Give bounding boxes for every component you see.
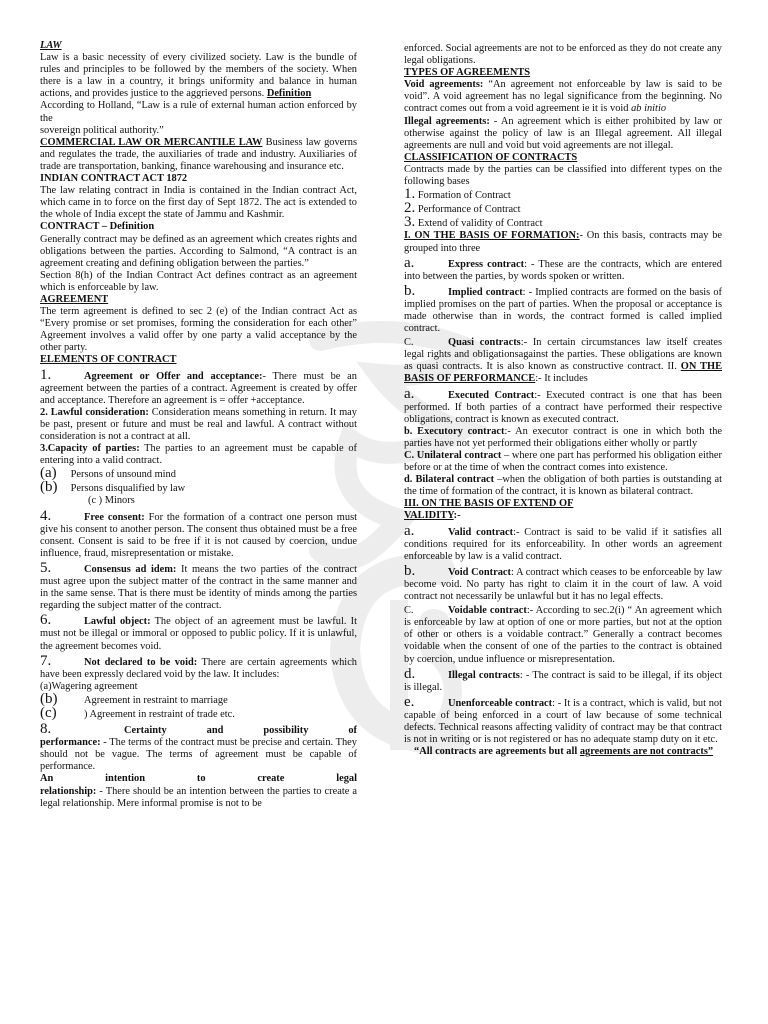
element-2-title: 2. Lawful consideration:: [40, 406, 149, 418]
quasi-contract-text: :- In certain circumstances law itself creates legal rights and obligationsagainst the parties. These obligations are known as quasi contracts. It is also known as constructive contract. II.: [404, 337, 722, 373]
valid-contract-marker: a.: [404, 522, 415, 539]
element-7c: [40, 704, 357, 721]
element-9: [40, 786, 357, 810]
void-contract: [404, 562, 722, 603]
contract-definition-text: Generally contract may be defined as an agreement which creates rights and obligations between the parties. According to Salmond, “A contract is an agreement creating and defining obligation between the parties.”: [40, 233, 357, 269]
unenforceable-contract-text: : - It is a contract, which is valid, but not capable of being enforced in a court of law because of some technical defects. Technical reasons affecting validity of contract may be that contract is not in writing or is not registered or has no adequate stamp duty on it etc.: [404, 697, 722, 746]
executory-contract: [404, 426, 722, 450]
quasi-contract: [404, 337, 722, 385]
basis-1: [404, 188, 722, 202]
unenforceable-contract-title: Unenforceable contract: [448, 697, 553, 709]
void-contract-text: : A contract which ceases to be enforceable by law become void. No party has right to claim it in the court of law. A void contract not necessarily be unlawful but it has no legal effects.: [404, 566, 722, 603]
indian-contract-act-heading: INDIAN CONTRACT ACT 1872: [40, 173, 188, 185]
implied-contract-marker: b.: [404, 282, 416, 299]
void-agreements: [404, 79, 722, 115]
void-ab-initio: ab initio: [631, 103, 667, 115]
express-contract: [404, 254, 722, 283]
unenforceable-contract-marker: e.: [404, 693, 415, 710]
element-6-text: The object of an agreement must be lawful. It must not be illegal or immoral or opposed to public policy. If it is unlawful, the agreement becomes void.: [40, 616, 357, 652]
voidable-contract-text: :- According to sec.2(i) “ An agreement which is enforceable by law at option of one or more parties, but not at the option of other or others is a voidable contract.” Generally a contract becomes voidable when the consent of one of the parties to the contract is obtained by coercion, undue influence or misrepresentation.: [404, 605, 722, 665]
element-1: [40, 366, 357, 407]
basis-3-text: Extend of validity of Contract: [415, 218, 543, 230]
element-5: [40, 559, 357, 612]
element-7: [40, 652, 357, 681]
executory-contract-text: :- An executor contract is one in which both the parties have not yet performed their obligations either wholly or partly: [404, 425, 722, 449]
illegal-agreements-text: - An agreement which is either prohibited by law or otherwise against the policy of law is an Illegal agreement. All illegal agreements are null and void but void agreements are not illegal.: [404, 115, 722, 151]
element-8-word-2: and: [206, 725, 224, 737]
valid-contract-text: :- Contract is said to be valid if it satisfies all conditions required for its enforceability. In other words an agreement enforceable by law is a valid contract.: [404, 526, 722, 562]
basis-3: [404, 216, 722, 230]
unilateral-contract-text: – where one part has performed his obligation either before or at the time of when the contract comes into existence.: [404, 450, 722, 474]
element-4: [40, 507, 357, 560]
formation-heading: I. ON THE BASIS OF FORMATION:: [404, 230, 580, 242]
validity-heading: VALIDITY: [404, 510, 454, 522]
voidable-contract-title: Voidable contract: [448, 605, 527, 617]
classification-text: Contracts made by the parties can be classified into different types on the following bases: [404, 163, 722, 188]
valid-contract: [404, 522, 722, 563]
agreement-heading: AGREEMENT: [40, 293, 109, 305]
right-column: [404, 43, 722, 758]
closing-quote: [404, 746, 722, 758]
express-contract-marker: a.: [404, 254, 415, 271]
law-heading: LAW: [40, 40, 62, 51]
element-6-title: Lawful object:: [84, 616, 151, 628]
validity-heading-line-2: [404, 510, 722, 522]
quasi-contract-title: Quasi contracts: [448, 337, 521, 349]
element-8-title-line: [40, 723, 357, 737]
element-3c: (c ) Minors: [88, 495, 135, 507]
element-8: [40, 737, 357, 773]
classification-heading: CLASSIFICATION OF CONTRACTS: [404, 151, 578, 163]
element-7-title: Not declared to be void:: [84, 656, 198, 668]
section-8h-text: Section 8(h) of the Indian Contract Act defines contract as an agreement which is enforceable by law.: [40, 269, 357, 293]
element-7a: (a)Wagering agreement: [40, 680, 138, 692]
element-9-title-line: [40, 773, 357, 785]
implied-contract: [404, 282, 722, 335]
void-contract-marker: b.: [404, 562, 416, 579]
illegal-contract-title: Illegal contracts: [448, 669, 520, 681]
bilateral-contract-title: d. Bilateral contract: [404, 474, 495, 486]
basis-2: [404, 202, 722, 216]
implied-contract-title: Implied contract: [448, 286, 523, 298]
element-9-word-5: legal: [336, 773, 357, 785]
closing-quote-start: “All contracts are agreements but all: [414, 746, 580, 758]
formation-text: - On this basis, contracts may be grouped into three: [404, 230, 723, 254]
executed-contract-marker: a.: [404, 385, 415, 402]
element-3: [40, 443, 357, 467]
basis-2-text: Performance of Contract: [415, 204, 521, 216]
performance-text: :- It includes: [535, 373, 588, 385]
types-of-agreements-heading: TYPES OF AGREEMENTS: [404, 67, 531, 79]
express-contract-text: : - These are the contracts, which are entered into between the parties, by words spoken or written.: [404, 258, 722, 282]
element-8-number: 8.: [40, 721, 52, 738]
element-5-title: Consensus ad idem:: [84, 563, 177, 575]
element-5-text: It means the two parties of the contract must agree upon the subject matter of the contract in the same manner and in the same sense. That is there must be identity of minds among the parties regarding the subject matter of the contract.: [40, 563, 357, 612]
element-9-word-1: An: [40, 773, 54, 785]
element-7c-marker: (c): [40, 704, 57, 721]
element-7b: [40, 690, 357, 707]
valid-contract-title: Valid contract: [448, 526, 514, 538]
element-8-word-1: Certainty: [123, 725, 167, 737]
basis-3-number: 3.: [404, 214, 416, 231]
contract-definition-heading: CONTRACT – Definition: [40, 221, 155, 233]
void-contract-title: Void Contract: [448, 566, 511, 578]
agreement-text: The term agreement is defined to sec 2 (e) of the Indian contract Act as “Every promise or set promises, forming the consideration for each other” Agreement involves a valid offer by one party a valid acceptance by the other party.: [40, 306, 357, 354]
definition-label: Definition: [266, 88, 312, 100]
element-1-number: 1.: [40, 366, 52, 383]
quasi-contract-marker: C.: [404, 337, 414, 349]
element-3a-text: Persons of unsound mind: [68, 469, 176, 481]
indian-contract-act-text: The law relating contract in India is contained in the Indian contract Act, which came in to force on the first day of Sept 1872. The act is extended to the whole of India except the state of Jammu and Kashmir.: [40, 185, 357, 221]
element-3b-text: Persons disqualified by law: [68, 483, 186, 495]
element-7b-marker: (b): [40, 690, 58, 707]
basis-1-text: Formation of Contract: [415, 190, 511, 202]
element-8-word-3: possibility: [263, 725, 309, 737]
left-column: [40, 40, 357, 810]
holland-quote: According to Holland, “Law is a rule of external human action enforced by the: [40, 100, 357, 124]
performance-heading: ON THE BASIS OF PERFORMANCE: [404, 361, 722, 385]
element-5-number: 5.: [40, 559, 52, 576]
unenforceable-contract: [404, 693, 722, 746]
executed-contract-text: :- Executed contract is one that has been performed. If both parties of a contract have performed their respective obligations, contract is known as executed contract.: [404, 389, 722, 425]
element-3a-marker: (a): [40, 465, 57, 482]
basis-2-number: 2.: [404, 200, 416, 217]
unilateral-contract: [404, 450, 722, 474]
illegal-agreements-title: Illegal agreements:: [404, 115, 490, 127]
element-2: [40, 407, 357, 443]
bilateral-contract-text: –when the obligation of both parties is outstanding at the time of formation of the contract, it is known as bilateral contract.: [404, 474, 722, 498]
element-3b-marker: (b): [40, 479, 58, 496]
element-4-number: 4.: [40, 507, 52, 524]
element-7-text: There are certain agreements which have been expressly declared void by the law. It includes:: [40, 656, 357, 680]
validity-heading-suffix: :-: [453, 510, 461, 522]
element-6-number: 6.: [40, 612, 52, 629]
voidable-contract: [404, 605, 722, 665]
element-1-title: Agreement or Offer and acceptance:: [84, 370, 263, 382]
implied-contract-text: : - Implied contracts are formed on the basis of implied promises on the part of parties. When the proposal or acceptance is made otherwise than in words, the contract formed is called implied contract.: [404, 286, 722, 335]
element-4-title: Free consent:: [84, 511, 145, 523]
illegal-contract-text: : - The contract is said to be illegal, if its object is illegal.: [404, 669, 722, 693]
illegal-agreements: [404, 116, 722, 152]
element-9-word-4: create: [257, 773, 285, 785]
basis-1-number: 1.: [404, 186, 416, 203]
element-8-text: - The terms of the contract must be precise and certain. They should not be vague. The terms of agreement must be capable of performance.: [40, 737, 357, 773]
element-3b: [40, 481, 357, 495]
element-7b-text: Agreement in restraint to marriage: [84, 694, 228, 706]
executed-contract: [404, 385, 722, 426]
element-9-word-3: to: [196, 773, 206, 785]
closing-quote-end: agreements are not contracts”: [579, 746, 714, 758]
continued-text: enforced. Social agreements are not to be enforced as they do not create any legal obligations.: [404, 43, 722, 67]
void-agreements-title: Void agreements:: [404, 79, 484, 91]
voidable-contract-marker: C.: [404, 605, 414, 617]
sovereign-text: sovereign political authority.”: [40, 124, 164, 136]
unilateral-contract-title: C. Unilateral contract: [404, 450, 502, 461]
illegal-contract-marker: d.: [404, 665, 416, 682]
element-3-title: 3.Capacity of parties:: [40, 443, 140, 455]
element-8-title-end: performance:: [40, 737, 101, 749]
element-3a: [40, 467, 357, 481]
illegal-contract: [404, 665, 722, 694]
element-6: [40, 614, 357, 652]
elements-heading: ELEMENTS OF CONTRACT: [40, 354, 177, 366]
element-4-text: For the formation of a contract one person must give his consent to another person. The consent thus obtained must be a free consent. Consent is said to be free if it is not caused by coercion, undue influence, fraud, misrepresentation or mistake.: [40, 511, 357, 559]
law-text: Law is a basic necessity of every civilized society. Law is the bundle of rules and principles to be followed by the members of the society. When there is a law in a country, it brings uniformity and balance in human actions, and provides justice to the aggrieved persons.: [40, 52, 357, 100]
commercial-law-heading: COMMERCIAL LAW OR MERCANTILE LAW: [40, 136, 263, 148]
element-8-word-4: of: [348, 725, 357, 737]
commercial-law-text: Business law governs and regulates the trade, the auxiliaries of trade and industry. Auxiliaries of trade are transportation, banking, finance warehousing and insurance etc.: [40, 136, 357, 172]
element-3-text: The parties to an agreement must be capable of entering into a valid contract.: [40, 443, 357, 467]
element-7-number: 7.: [40, 652, 52, 669]
express-contract-title: Express contract: [448, 258, 525, 270]
element-1-text: - There must be an agreement between the parties of a contract. Agreement is created by offer and acceptance. Therefore an agreement is = offer +acceptance.: [40, 370, 357, 406]
element-2-text: Consideration means something in return. It may be past, present or future and must be real and lawful. A contract without consideration is not a contract at all.: [40, 406, 357, 442]
element-9-word-2: intention: [105, 773, 146, 785]
formation-section: [404, 230, 722, 254]
executed-contract-title: Executed Contract: [448, 389, 535, 401]
bilateral-contract: [404, 474, 722, 498]
element-7c-text: ) Agreement in restraint of trade etc.: [84, 708, 235, 720]
element-9-text: - There should be an intention between the parties to create a legal relationship. Mere informal promise is not to be: [40, 785, 357, 809]
element-9-title-end: relationship:: [40, 785, 97, 797]
void-agreements-text: “An agreement not enforceable by law is said to be void”. A void agreement has no legal significance from the beginning. No contract comes out from a void agreement ie it is void: [404, 79, 722, 115]
executory-contract-title: b. Executory contract: [404, 425, 505, 437]
validity-heading-line-1: III. ON THE BASIS OF EXTEND OF: [404, 498, 574, 510]
